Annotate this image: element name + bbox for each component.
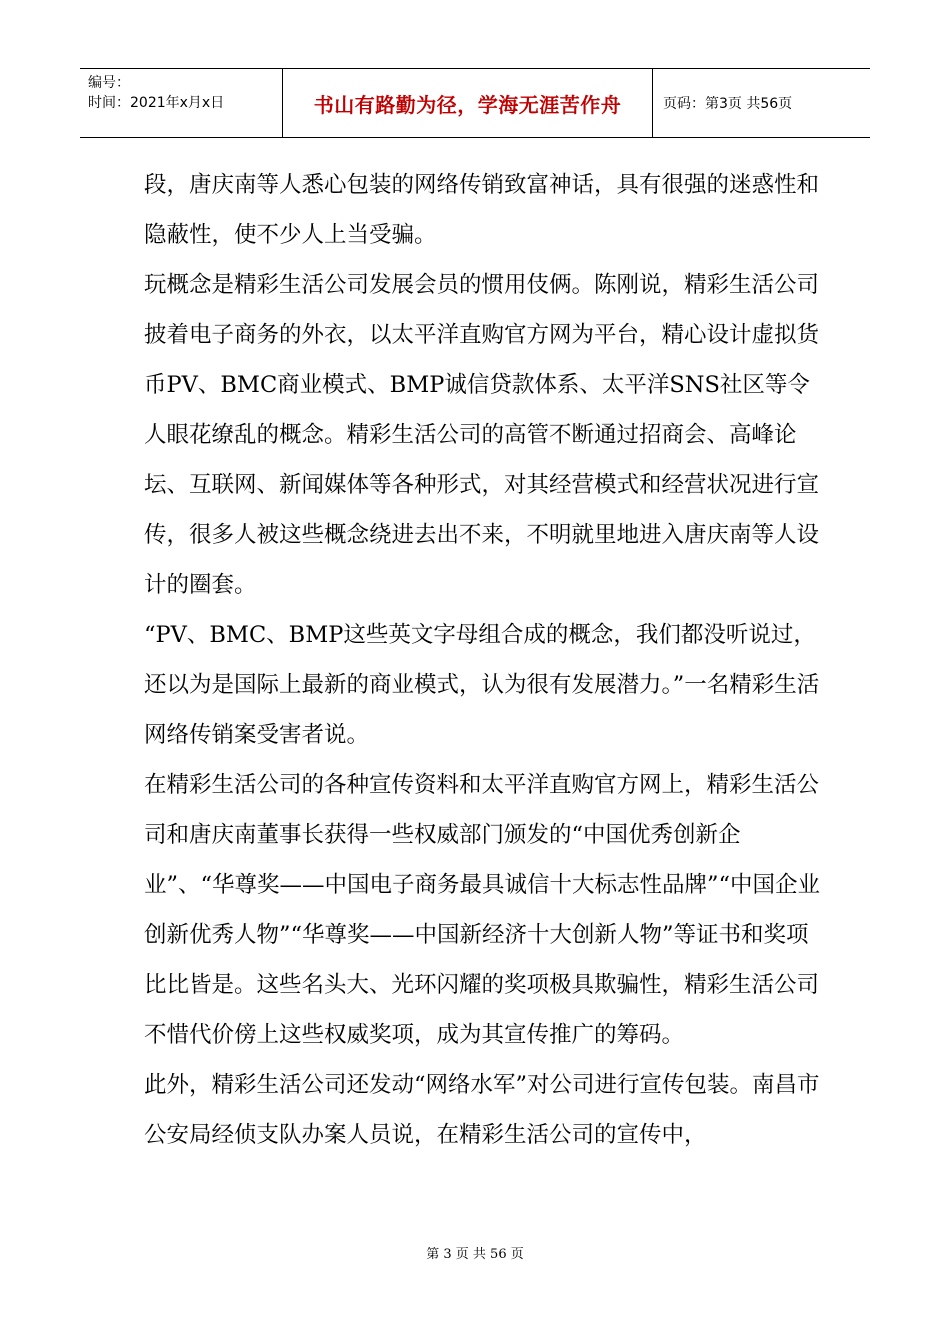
document-body [144, 160, 820, 1160]
paragraph: 段，唐庆南等人悉心包装的网络传销致富神话，具有很强的迷惑性和隐蔽性，使不少人上当受骗。 [144, 172, 820, 248]
header-motto: 书山有路勤为径，学海无涯苦作舟 [283, 69, 653, 137]
header-page-info: 页码：第3页 共56页 [663, 96, 793, 112]
header-meta [80, 69, 283, 137]
page-header [80, 68, 870, 138]
paragraph: 在精彩生活公司的各种宣传资料和太平洋直购官方网上，精彩生活公司和唐庆南董事长获得一些权威部门颁发的“中国优秀创新企业”、“华尊奖——中国电子商务最具诚信十大标志性品牌”“中国企业创新优秀人物”“华尊奖——中国新经济十大创新人物”等证书和奖项比比皆是。这些名头大、光环闪耀的奖项极具欺骗性，精彩生活公司不惜代价傍上这些权威奖项，成为其宣传推广的筹码。 [144, 772, 821, 1048]
paragraph: “PV、BMC、BMP这些英文字母组合成的概念，我们都没听说过，还以为是国际上最新的商业模式，认为很有发展潜力。”一名精彩生活网络传销案受害者说。 [144, 622, 820, 748]
page-footer: 第 3 页 共 56 页 [426, 1247, 524, 1262]
paragraph: 玩概念是精彩生活公司发展会员的惯用伎俩。陈刚说，精彩生活公司披着电子商务的外衣，以太平洋直购官方网为平台，精心设计虚拟货币PV、BMC商业模式、BMP诚信贷款体系、太平洋SNS社区等令人眼花缭乱的概念。精彩生活公司的高管不断通过招商会、高峰论坛、互联网、新闻媒体等各种形式，对其经营模式和经营状况进行宣传，很多人被这些概念绕进去出不来，不明就里地进入唐庆南等人设计的圈套。 [144, 272, 820, 598]
number-label: 编号： [88, 75, 130, 91]
time-label: 时间：2021年x月x日 [88, 95, 225, 111]
paragraph: 此外，精彩生活公司还发动“网络水军”对公司进行宣传包装。南昌市公安局经侦支队办案人员说，在精彩生活公司的宣传中， [144, 1072, 820, 1148]
